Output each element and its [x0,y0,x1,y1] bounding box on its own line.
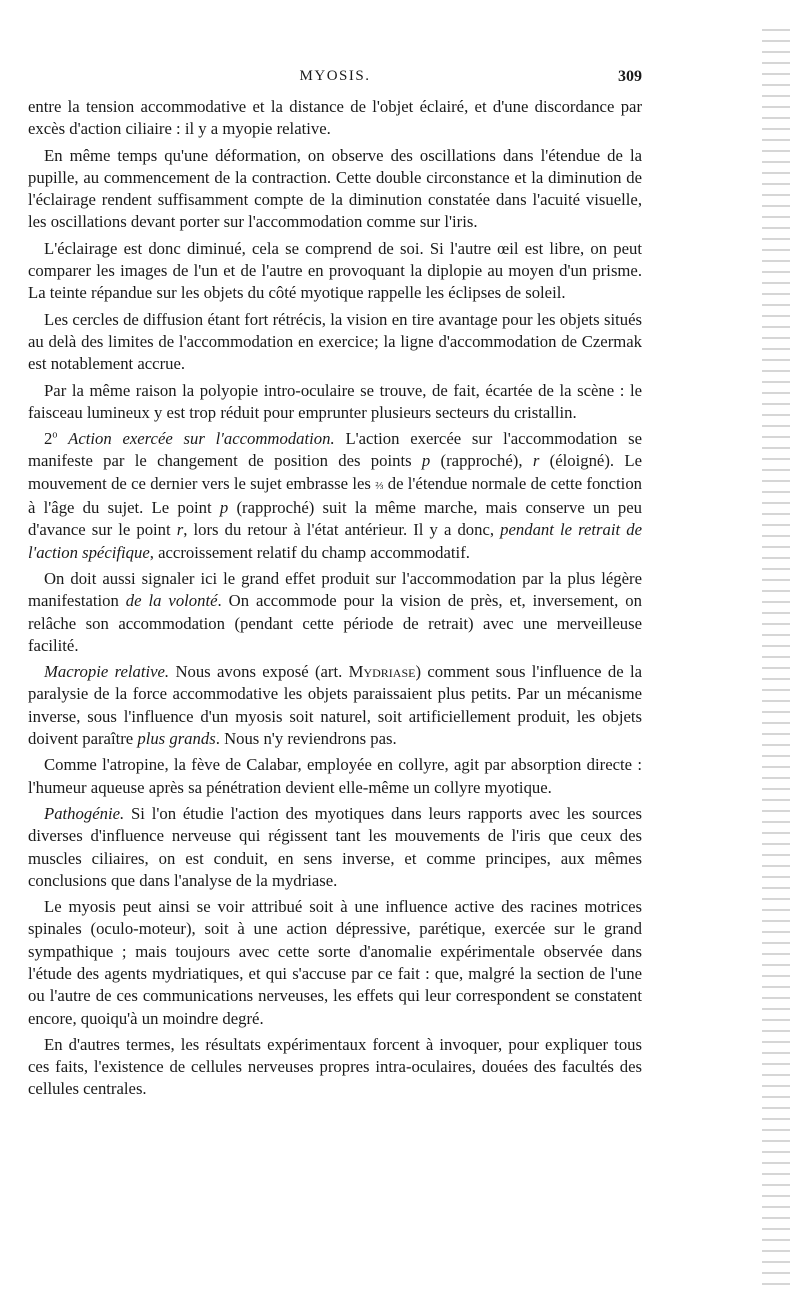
paragraph-1: entre la tension accommodative et la distance de l'objet éclairé, et d'une discordance par excès d'action ciliaire : il y a myopie relative. [28,97,642,139]
paragraph-11: Le myosis peut ainsi se voir attribué soit à une influence active des racines motrices spinales (oculo-moteur), soit à une action dépressive, parétique, exercée sur le grand sympathique ; mais toujours avec cette sorte d'anomalie expérimentale observée dans l'étude des agents mydriatiques, et qui s'accuse par ce fait : que, malgré la section de l'une ou l'autre de ces communications nerveuses, les effets qui leur correspondent se constatent encore, quoiqu'à un moindre degré. [28,897,642,1028]
emphasis-retrait: pendant le retrait de l'action spécifique [28,520,642,562]
paragraph-3: L'éclairage est donc diminué, cela se comprend de soi. Si l'autre œil est libre, on peut comparer les images de l'un et de l'autre en provoquant la diplopie au moyen d'un prisme. La teinte répandue sur les objets du côté myotique rappelle les éclipses de soleil. [28,238,642,303]
page-edge-texture [762,20,790,1289]
emphasis-volonte: de la volonté [125,591,218,611]
cross-reference: Mydriase [348,662,416,682]
fraction: ⅔ [375,479,384,492]
paragraph-10: Pathogénie. Si l'on étudie l'action des myotiques dans leurs rapports avec les sources diverses d'influence nerveuse qui régissent tant les mouvements de l'iris que ceux des muscles ciliaires, on est conduit, en sens inverse, et comme principes, aux mêmes conclusions que dans l'analyse de la mydriase. [28,803,642,890]
paragraph-9: Comme l'atropine, la fève de Calabar, employée en collyre, agit par absorption directe : l'humeur aqueuse après sa pénétration devient elle-même un collyre myotique. [28,755,642,797]
emphasis-plus-grands: plus grands [137,729,216,749]
section-title-macropie: Macropie relative. [44,662,170,682]
page-header [28,68,642,90]
paragraph-4: Les cercles de diffusion étant fort rétrécis, la vision en tire avantage pour les objets situés au delà des limites de l'accommodation en exercice; la ligne d'accommodation de Czermak est notablement accrue. [28,309,642,374]
paragraph-6: 2$^o$ Action exercée sur l'accommodation. L'action exercée sur l'accommodation se manifeste par le changement de position des points p (rapproché), r (éloigné). Le mouvement de ce dernier vers le sujet embrasse les ⅔ de l'étendue normale de cette fonction à l'âge du sujet. Le point p (rapproché) suit la même marche, mais conserve un peu d'avance sur le point r, lors du retour à l'état antérieur. Il y a donc, pendant le retrait de l'action spécifique, accroissement relatif du champ accommodatif. [28,429,643,562]
body-text [28,96,642,1101]
section-title-accommodation: Action exercée sur l'accommodation. [68,429,335,449]
page-number: 309 [618,68,642,85]
running-head: MYOSIS. [299,68,371,84]
paragraph-2: En même temps qu'une déformation, on observe des oscillations dans l'étendue de la pupille, au commencement de la contraction. Cette double circonstance et la diminution de l'éclairage rendent suffisamment compte de la diminution constatée dans l'acuité visuelle, les oscillations devant porter sur l'accommodation comme sur l'iris. [28,145,642,232]
paragraph-5: Par la même raison la polyopie intro-oculaire se trouve, de fait, écartée de la scène : le faisceau lumineux y est trop réduit pour emprunter plusieurs secteurs du cristallin. [28,380,642,422]
section-title-pathogenie: Pathogénie. [44,803,125,823]
book-page [28,68,642,1105]
section-number: 2 [44,429,53,449]
paragraph-7: On doit aussi signaler ici le grand effet produit sur l'accommodation par la plus légère manifestation de la volonté. On accommode pour la vision de près, et, inversement, on relâche son accommodation (pendant cette période de retrait) avec une merveilleuse facilité. [28,568,642,655]
paragraph-8: Macropie relative. Nous avons exposé (art. Mydriase) comment sous l'influence de la paralysie de la force accommodative les objets paraissaient plus petits. Par un mécanisme inverse, sous l'influence d'un myosis soit naturel, soit artificiellement produit, les objets doivent paraître plus grands. Nous n'y reviendrons pas. [28,662,642,749]
paragraph-12: En d'autres termes, les résultats expérimentaux forcent à invoquer, pour expliquer tous ces faits, l'existence de cellules nerveuses propres intra-oculaires, douées des facultés des cellules centrales. [28,1034,642,1099]
ordinal-mark: o [52,429,58,441]
